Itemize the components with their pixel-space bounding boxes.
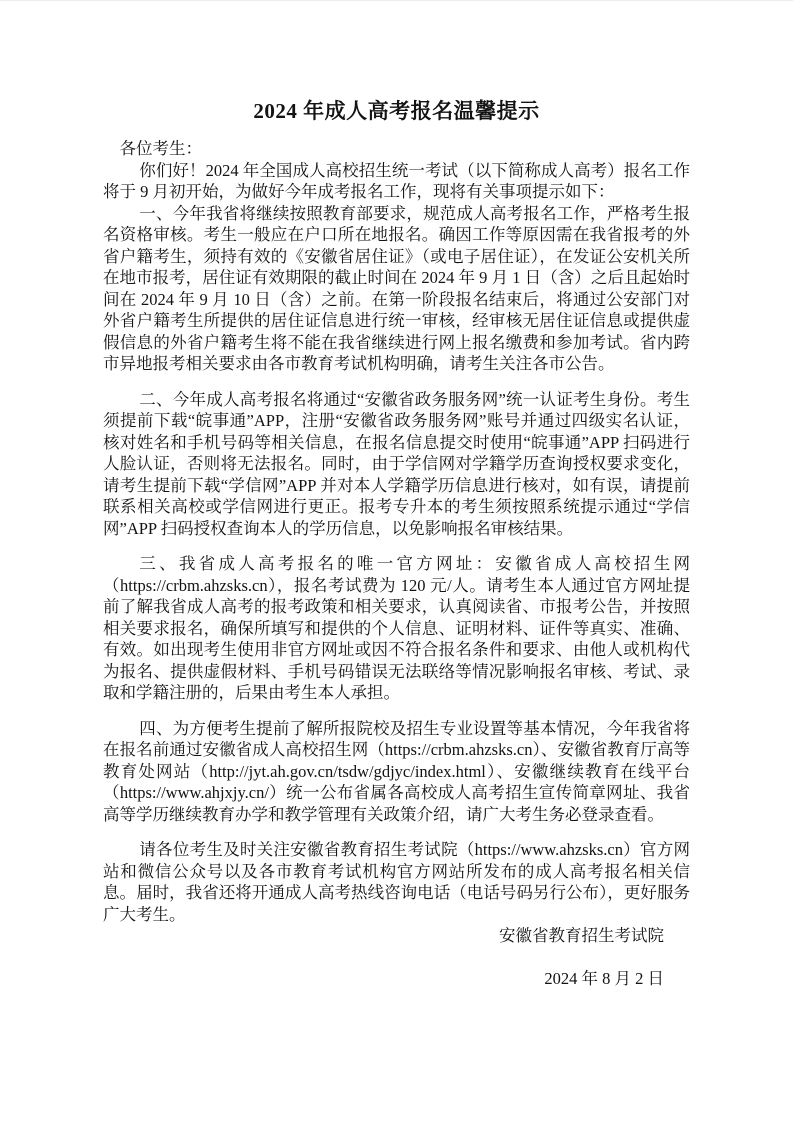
paragraph-text: ）、安徽省教育厅高等教育处网站（ [103,740,691,781]
paragraph-intro [103,160,690,203]
paragraph-text: ），报名考试费为 120 元/人。请考生本人通过官方网址提前了解我省成人高考的报考政策和相关要求，认真阅读省、市报考公告，并按照相关要求报名，确保所填写和提供的个人信息、证明材料、证件等真实、准确、有效。如出现考生使用非官方网址或因不符合报名条件和要求、由他人或机构代为报名、提供虚假材料、手机号码错误无法联络等情况影响报名审核、考试、录取和学籍注册的，后果由考生本人承担。 [103,575,690,702]
paragraph-section-3 [103,553,690,704]
paragraph-text: 一、今年我省将继续按照教育部要求，规范成人高考报名工作，严格考生报名资格审核。考生一般应在户口所在地报名。确因工作等原因需在我省报考的外省户籍考生，须持有效的《安徽省居住证》（或电子居住证），在发证公安机关所在地市报考，居住证有效期限的截止时间在 2024 年 9 月 1 日（含）之后且起始时间在 2024 年 9 月 10 日（含）之前。在第一阶段报名结束后，将通过公安部门对外省户籍考生所提供的居住证信息进行统一审核，经审核无居住证信息或提供虚假信息的外省户籍考生将不能在我省继续进行网上报名缴费和参加考试。省内跨市异地报考相关要求由各市教育考试机构明确，请考生关注各市公告。 [103,203,690,373]
paragraph-section-1 [103,203,690,375]
document-body [103,138,690,989]
url-text-jyt: http://jyt.ah.gov.cn/tsdw/gdjyc/index.html [209,761,486,781]
paragraph-text: 二、今年成人高考报名将通过“安徽省政务服务网”统一认证考生身份。考生须提前下载“皖事通”APP，注册“安徽省政务服务网”账号并通过四级实名认证，核对姓名和手机号码等相关信息，在报名信息提交时使用“皖事通”APP 扫码进行人脸认证，否则将无法报名。同时，由于学信网对学籍学历查询授权要求变化，请考生提前下载“学信网”APP 并对本人学籍学历信息进行核对，如有误，请提前联系相关高校或学信网进行更正。报考专升本的考生须按照系统提示通过“学信网”APP 扫码授权查询本人的学历信息，以免影响报名审核结果。 [103,389,690,538]
paragraph-text: 三、我省成人高考报名的唯一官方网址：安徽省成人高校招生网（ [103,554,690,595]
salutation: 各位考生： [119,139,202,158]
signature: 安徽省教育招生考试院 [499,926,664,945]
url-text-ahzsks: https://www.ahzsks.cn [474,840,623,859]
document-date: 2024 年 8 月 2 日 [544,968,664,988]
document-title: 2024 年成人高考报名温馨提示 [253,99,540,123]
paragraph-text: ）官方网站和微信公众号以及各市教育考试机构官方网站所发布的成人高考报名相关信息。届时，我省还将开通成人高考热线咨询电话（电话号码另行公布），更好服务广大考生。 [103,840,691,924]
url-text-crbm: https://crbm.ahzsks.cn [384,740,533,759]
url-text-crbm: https://crbm.ahzsks.cn [120,575,268,595]
paragraph-text: 请各位考生及时关注安徽省教育招生考试院（ [139,840,475,859]
paragraph-section-4 [103,718,690,826]
document-page [0,1,793,989]
url-text-ahjxjy: https://www.ahjxjy.cn/ [119,783,269,802]
paragraph-closing [103,839,690,925]
paragraph-text: ）统一公布省属各高校成人高考招生宣传简章网址、我省高等学历继续教育办学和教学管理有关政策介绍，请广大考生务必登录查看。 [103,783,691,824]
paragraph-text: 四、为方便考生提前了解所报院校及招生专业设置等基本情况，今年我省将在报名前通过安徽省成人高校招生网（ [103,718,690,759]
paragraph-text: 你们好！2024 年全国成人高校招生统一考试（以下简称成人高考）报名工作将于 9 月初开始，为做好今年成考报名工作，现将有关事项提示如下： [103,160,690,201]
paragraph-text: ）、安徽继续教育在线平台（ [103,761,691,802]
paragraph-section-2 [103,389,690,540]
